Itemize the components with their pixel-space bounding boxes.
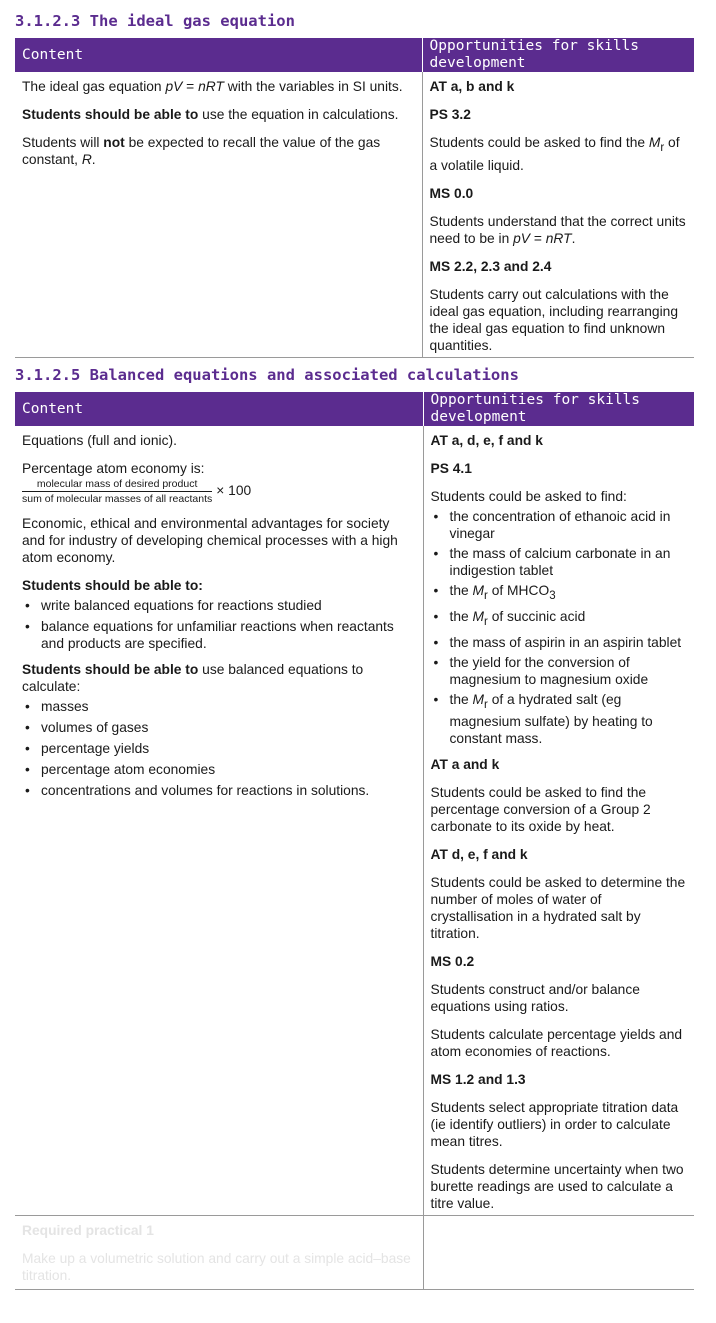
skill-heading: MS 0.2 [430,954,475,970]
section-title-balanced-equations: 3.1.2.5 Balanced equations and associated calculations [15,366,519,384]
required-practical-text: Make up a volumetric solution and carry out a simple acid–base titration. [22,1251,411,1284]
able-to-list [22,597,416,652]
skill-heading: AT a and k [430,757,500,773]
skill-heading: PS 4.1 [430,461,472,476]
list-item: • percentage yields [41,740,416,757]
fraction [22,478,212,505]
list-item: • concentrations and volumes for reactions in solutions. [41,782,416,799]
skill-heading: PS 3.2 [429,107,471,122]
skill-text: Students carry out calculations with the ideal gas equation, including rearranging the ideal gas equation to find unknown quantities. [429,286,679,353]
list-item: • the $M_r$ of a hydrated salt (eg magnesium sulfate) by heating to constant mass. [450,691,688,748]
content-header: Content [15,38,422,72]
list-item: • the yield for the conversion of magnesium to magnesium oxide [450,654,688,688]
find-list [431,508,688,747]
content-cell [15,72,422,357]
section-title-ideal-gas: 3.1.2.3 The ideal gas equation [15,12,295,30]
skill-heading: AT a, b and k [429,79,515,94]
required-practical-skills-cell [423,1216,694,1290]
list-item: • the mass of calcium carbonate in an indigestion tablet [450,545,688,579]
content-paragraph: Students should be able to use the equation in calculations. [22,107,399,122]
skill-text: Students could be asked to find the percentage conversion of a Group 2 carbonate to its oxide by heat. [430,785,651,835]
skills-cell [422,72,694,357]
skills-header: Opportunities for skills development [422,38,694,72]
skill-text: Students select appropriate titration data (ie identify outliers) in order to calculate mean titres. [430,1100,679,1150]
content-paragraph: Economic, ethical and environmental advantages for society and for industry of developing chemical processes with a high atom economy. [22,516,398,565]
content-header: Content [15,392,423,426]
list-item: • the $M_r$ of succinic acid [450,608,688,631]
content-paragraph: Students should be able to use balanced equations to calculate: [22,662,364,694]
list-item: • write balanced equations for reactions studied [41,597,416,614]
content-paragraph: Percentage atom economy is: [22,461,205,476]
content-subheading: Students should be able to: [22,578,203,593]
skills-header: Opportunities for skills development [423,392,694,426]
content-cell [15,426,423,1216]
balanced-equations-table [15,392,694,1290]
ideal-gas-table [15,38,694,358]
skill-text: Students understand that the correct units need to be in pV = nRT. [429,213,686,246]
list-item: • the $M_r$ of $MHCO_3$ [450,582,688,605]
skill-text: Students construct and/or balance equations using ratios. [430,982,640,1015]
skill-heading: AT d, e, f and k [430,847,528,863]
required-practical-title: Required practical 1 [22,1223,154,1239]
atom-economy-formula [22,478,416,505]
list-item: • balance equations for unfamiliar reactions when reactants and products are specified. [41,618,416,652]
skill-text: Students determine uncertainty when two burette readings are used to calculate a titre value. [430,1162,684,1212]
times-hundred: × 100 [216,483,252,499]
fraction-denominator: sum of molecular masses of all reactants [22,493,213,505]
skill-heading: MS 1.2 and 1.3 [430,1072,526,1088]
skill-text: Students calculate percentage yields and atom economies of reactions. [430,1027,683,1060]
skill-heading: MS 2.2, 2.3 and 2.4 [429,258,552,274]
skill-heading: AT a, d, e, f and k [430,433,543,448]
required-practical-cell [15,1216,423,1290]
content-paragraph: Students will not be expected to recall the value of the gas constant, R. [22,135,381,167]
list-item: • percentage atom economies [41,761,416,778]
skill-heading: MS 0.0 [429,185,474,201]
skills-cell [423,426,694,1216]
list-item: • the concentration of ethanoic acid in vinegar [450,508,688,542]
list-item: • the mass of aspirin in an aspirin tablet [450,634,688,651]
list-item: • masses [41,698,416,715]
skill-text: Students could be asked to find the $M_r$ of a volatile liquid. [429,135,680,173]
skill-text: Students could be asked to find: [430,489,627,504]
skill-text: Students could be asked to determine the number of moles of water of crystallisation in a hydrated salt by titration. [430,875,686,942]
calculate-list [22,698,416,799]
fraction-numerator: molecular mass of desired product [22,478,212,492]
content-paragraph: The ideal gas equation pV = nRT with the variables in SI units. [22,79,403,94]
list-item: • volumes of gases [41,719,416,736]
content-paragraph: Equations (full and ionic). [22,433,177,448]
